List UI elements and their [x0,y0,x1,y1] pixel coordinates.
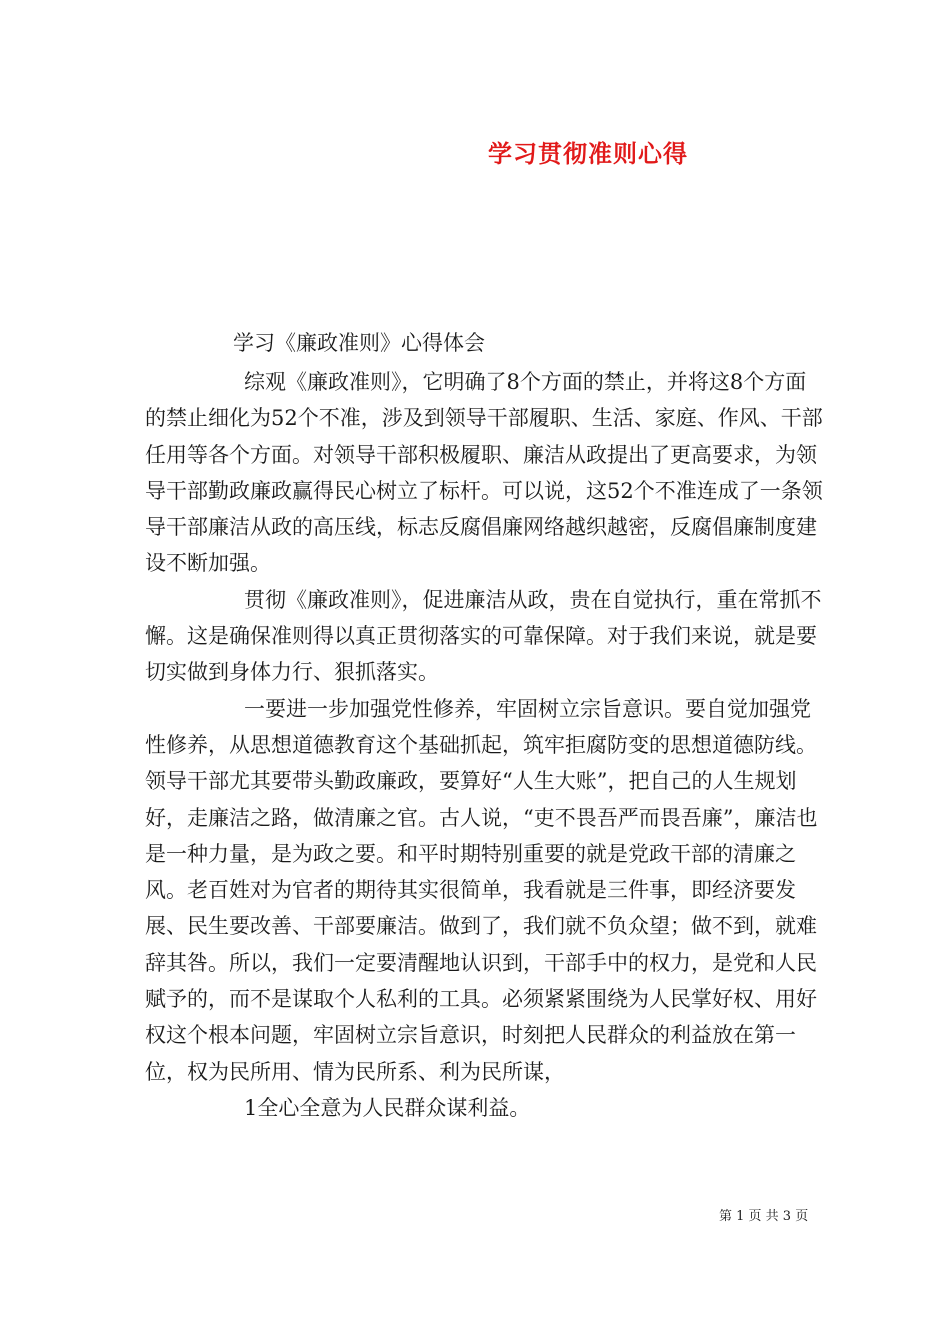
paragraph-3: 一要进一步加强党性修养，牢固树立宗旨意识。要自觉加强党性修养，从思想道德教育这个基础抓起，筑牢拒腐防变的思想道德防线。领导干部尤其要带头勤政廉政，要算好“人生大账”，把自己的人生规划好，走廉洁之路，做清廉之官。古人说，“吏不畏吾严而畏吾廉”，廉洁也是一种力量，是为政之要。和平时期特别重要的就是党政干部的清廉之风。老百姓对为官者的期待其实很简单，我看就是三件事，即经济要发展、民生要改善、干部要廉洁。做到了，我们就不负众望；做不到，就难辞其咎。所以，我们一定要清醒地认识到，干部手中的权力，是党和人民赋予的，而不是谋取个人私利的工具。必须紧紧围绕为人民掌好权、用好权这个根本问题，牢固树立宗旨意识，时刻把人民群众的利益放在第一位，权为民所用、情为民所系、利为民所谋， [145,696,818,1084]
page-number-footer: 第 1 页 共 3 页 [719,1209,809,1224]
paragraph-4: 1全心全意为人民群众谋利益。 [244,1095,531,1120]
paragraph-2: 贯彻《廉政准则》，促进廉洁从政，贵在自觉执行，重在常抓不懈。这是确保准则得以真正贯彻落实的可靠保障。对于我们来说，就是要切实做到身体力行、狠抓落实。 [145,587,822,685]
document-subtitle: 学习《廉政准则》心得体会 [233,331,485,355]
document-title: 学习贯彻准则心得 [488,139,688,168]
document-body [145,364,825,1126]
paragraph-1: 综观《廉政准则》，它明确了8个方面的禁止，并将这8个方面的禁止细化为52个不准，涉及到领导干部履职、生活、家庭、作风、干部任用等各个方面。对领导干部积极履职、廉洁从政提出了更高要求，为领导干部勤政廉政赢得民心树立了标杆。可以说，这52个不准连成了一条领导干部廉洁从政的高压线，标志反腐倡廉网络越织越密，反腐倡廉制度建设不断加强。 [145,370,823,576]
